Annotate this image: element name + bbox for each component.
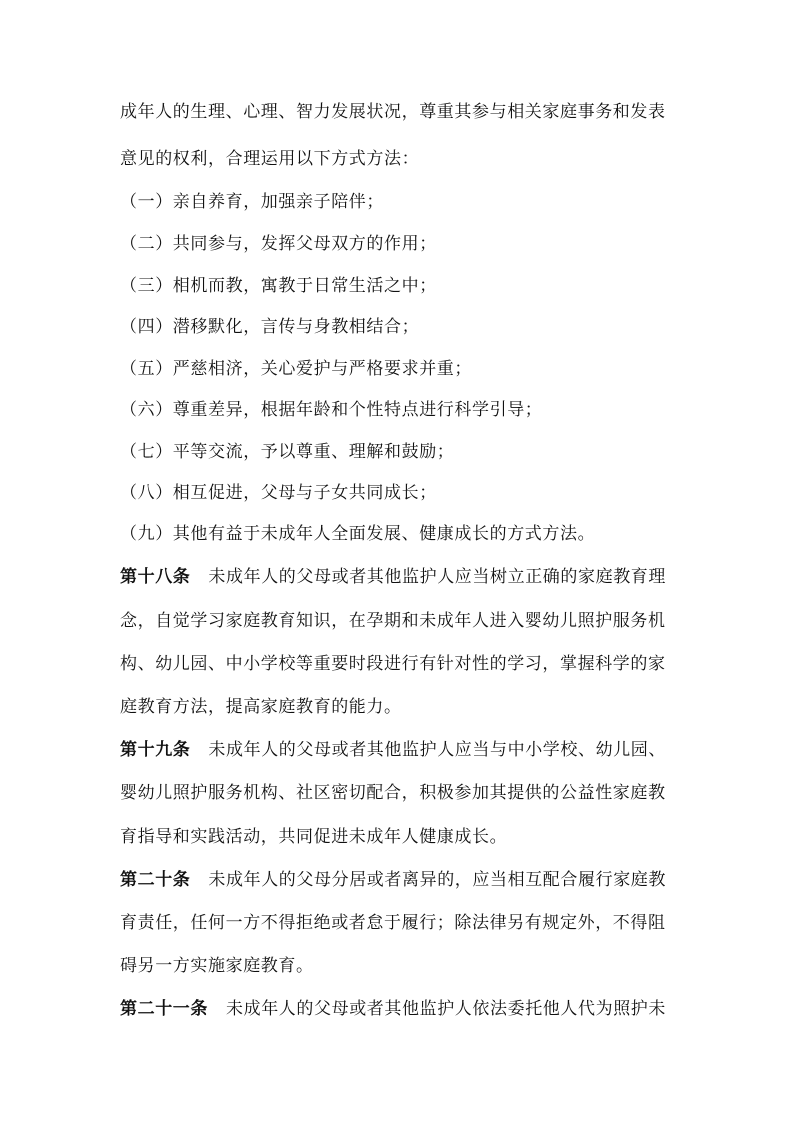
article-text: 碍另一方实施家庭教育。	[120, 956, 314, 976]
article-text: 未成年人的父母分居或者离异的，应当相互配合履行家庭教	[208, 870, 667, 890]
article-title: 第二十条	[120, 870, 191, 890]
article-text: 庭教育方法，提高家庭教育的能力。	[120, 697, 402, 717]
list-item: （七）平等交流，予以尊重、理解和鼓励；	[120, 442, 455, 462]
list-item: （三）相机而教，寓教于日常生活之中；	[120, 276, 437, 296]
article-text: 未成年人的父母或者其他监护人依法委托他人代为照护未	[226, 999, 666, 1019]
list-item: （二）共同参与，发挥父母双方的作用；	[120, 234, 437, 254]
list-item: （一）亲自养育，加强亲子陪伴；	[120, 192, 384, 212]
article-first-line	[120, 738, 666, 762]
list-item: （五）严慈相济，关心爱护与严格要求并重；	[120, 359, 472, 379]
article-title: 第十九条	[120, 740, 191, 760]
article-first-line	[120, 997, 666, 1021]
list-item: （四）潜移默化，言传与身教相结合；	[120, 317, 420, 337]
article-title: 第十八条	[120, 567, 191, 587]
article-text: 念，自觉学习家庭教育知识，在孕期和未成年人进入婴幼儿照护服务机	[120, 611, 666, 631]
article-first-line	[120, 868, 666, 892]
list-item: （六）尊重差异，根据年龄和个性特点进行科学引导；	[120, 400, 543, 420]
article-text: 育责任，任何一方不得拒绝或者怠于履行；除法律另有规定外，不得阻	[120, 913, 666, 933]
article-text: 未成年人的父母或者其他监护人应当与中小学校、幼儿园、	[208, 740, 667, 760]
list-item: （九）其他有益于未成年人全面发展、健康成长的方式方法。	[120, 524, 596, 544]
text-line: 成年人的生理、心理、智力发展状况，尊重其参与相关家庭事务和发表	[120, 102, 666, 122]
text-line: 意见的权利，合理运用以下方式方法：	[120, 149, 420, 169]
article-text: 未成年人的父母或者其他监护人应当树立正确的家庭教育理	[208, 567, 667, 587]
article-text: 婴幼儿照护服务机构、社区密切配合，积极参加其提供的公益性家庭教	[120, 783, 666, 803]
article-text: 构、幼儿园、中小学校等重要时段进行有针对性的学习，掌握科学的家	[120, 654, 666, 674]
article-first-line	[120, 565, 666, 589]
article-title: 第二十一条	[120, 999, 208, 1019]
list-item: （八）相互促进，父母与子女共同成长；	[120, 483, 437, 503]
article-text: 育指导和实践活动，共同促进未成年人健康成长。	[120, 827, 508, 847]
